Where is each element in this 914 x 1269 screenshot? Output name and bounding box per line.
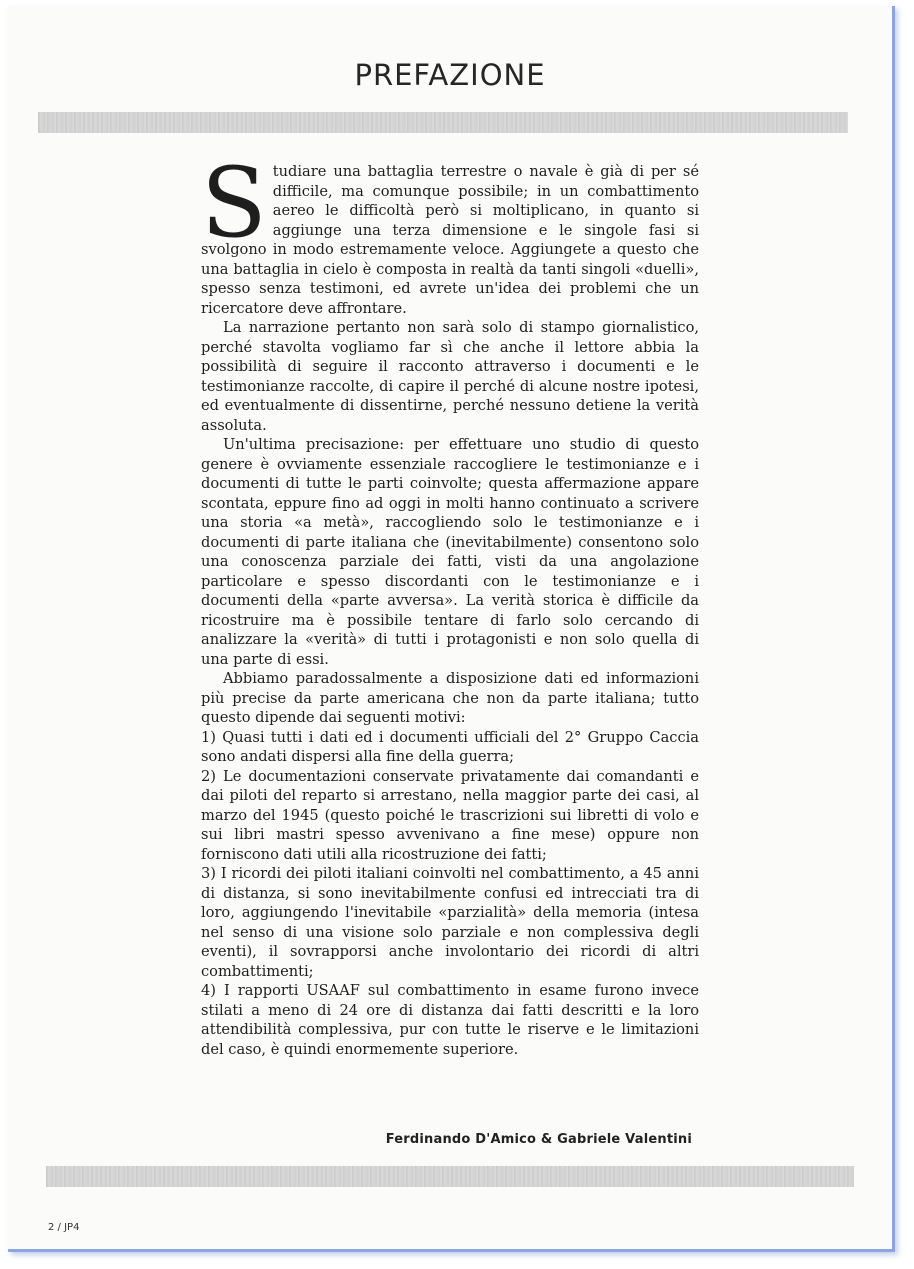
- header-band: [38, 112, 848, 133]
- list-item: 4) I rapporti USAAF sul combattimento in esame furono invece stilati a meno di 24 ore di distanza dai fatti descritti e la loro attendibilità complessiva, pur con tutte le riserve e le limitazioni del caso, è quindi enormemente superiore.: [201, 982, 699, 1058]
- paragraph-2: La narrazione pertanto non sarà solo di stampo giornalistico, perché stavolta vogliamo far sì che anche il lettore abbia la possibilità di seguire il racconto attraverso i documenti e le testimonianze raccolte, di capire il perché di alcune nostre ipotesi, ed eventualmente di dissentirne, perché nessuno detiene la verità assoluta.: [201, 319, 699, 434]
- paragraph-1-text: tudiare una battaglia terrestre o navale è già di per sé difficile, ma comunque possibile; in un combattimento aereo le difficoltà però si moltiplicano, in quanto si aggiunge una terza dimensione e le singole fasi si svolgono in modo estremamente veloce. Aggiungete a questo che una battaglia in cielo è composta in realtà da tanti singoli «duelli», spesso senza testimoni, ed avrete un'idea dei problemi che un ricercatore deve affrontare.: [201, 163, 699, 317]
- paragraph-4: Abbiamo paradossalmente a disposizione dati ed informazioni più precise da parte americana che non da parte italiana; tutto questo dipende dai seguenti motivi:: [201, 670, 699, 726]
- drop-cap: S: [201, 147, 267, 259]
- list-item: 3) I ricordi dei piloti italiani coinvolti nel combattimento, a 45 anni di distanza, si sono inevitabilmente confusi ed intrecciati tra di loro, aggiungendo l'inevitabile «parzialità» della memoria (intesa nel senso di una visione solo parziale e non complessiva degli eventi), il sovrapporsi anche involontario dei ricordi di altri combattimenti;: [201, 865, 699, 980]
- preface-body: [201, 147, 699, 1059]
- paragraph-1: [201, 147, 699, 318]
- paragraph-3: Un'ultima precisazione: per effettuare uno studio di questo genere è ovviamente essenziale raccogliere le testimonianze e i documenti di tutte le parti coinvolte; questa affermazione appare scontata, eppure fino ad oggi in molti hanno continuato a scrivere una storia «a metà», raccogliendo solo le testimonianze e i documenti di parte italiana che (inevitabilmente) consentono solo una conoscenza parziale dei fatti, visti da una angolazione particolare e spesso discordanti con le testimonianze e i documenti della «parte avversa». La verità storica è difficile da ricostruire ma è possibile tentare di farlo solo cercando di analizzare la «verità» di tutti i protagonisti e non solo quella di una parte di essi.: [201, 436, 699, 668]
- author-signature: Ferdinando D'Amico & Gabriele Valentini: [385, 1132, 692, 1147]
- page-title: PREFAZIONE: [354, 58, 546, 92]
- footer-band: [46, 1166, 854, 1187]
- list-item: 2) Le documentazioni conservate privatamente dai comandanti e dai piloti del reparto si arrestano, nella maggior parte dei casi, al marzo del 1945 (questo poiché le trascrizioni sui libretti di volo e sui libri mastri spesso avvenivano a fine mese) oppure non forniscono dati utili alla ricostruzione dei fatti;: [201, 767, 699, 863]
- list-item: 1) Quasi tutti i dati ed i documenti ufficiali del 2° Gruppo Caccia sono andati dispersi alla fine della guerra;: [201, 728, 699, 765]
- document-page: [8, 6, 895, 1252]
- page-number: 2 / JP4: [48, 1222, 80, 1233]
